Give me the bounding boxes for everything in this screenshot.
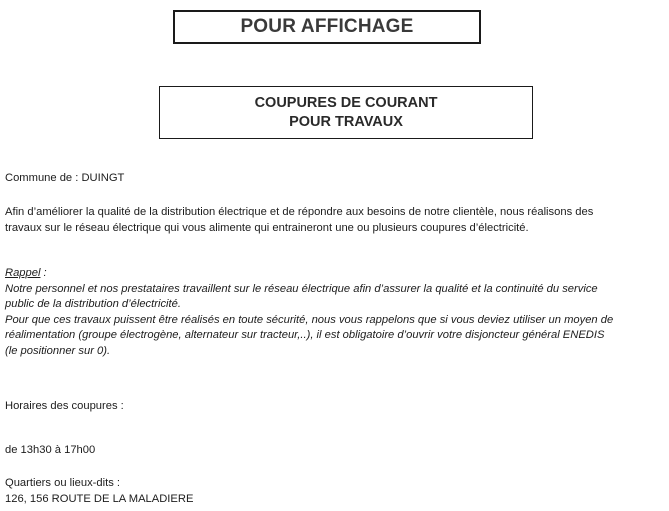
horaires-value: de 13h30 à 17h00 xyxy=(5,444,96,456)
pour-affichage-banner xyxy=(173,10,481,44)
rappel-line-5: (le positionner sur 0). xyxy=(5,344,111,357)
notice-title-line-1: COUPURES DE COURANT xyxy=(254,94,438,111)
rappel-line-3: Pour que ces travaux puissent être réalisés en toute sécurité, nous vous rappelons que si vous deviez utiliser un moyen de xyxy=(5,313,614,326)
rappel-section xyxy=(5,266,667,359)
commune-line: Commune de : DUINGT xyxy=(5,172,125,184)
notice-title-line-2: POUR TRAVAUX xyxy=(289,113,403,130)
rappel-heading: Rappel xyxy=(5,267,41,279)
rappel-line-4: réalimentation (groupe électrogène, alternateur sur tracteur,..), il est obligatoire d’ouvrir votre disjoncteur général ENEDIS xyxy=(5,329,605,341)
notice-title-box xyxy=(159,86,533,139)
quartiers-value: 126, 156 ROUTE DE LA MALADIERE xyxy=(5,493,194,505)
intro-paragraph xyxy=(5,205,667,236)
intro-line-2: travaux sur le réseau électrique qui vous alimente qui entraineront une ou plusieurs coupures d’électricité. xyxy=(5,221,529,234)
banner-label: POUR AFFICHAGE xyxy=(240,16,414,38)
intro-line-1: Afin d’améliorer la qualité de la distribution électrique et de répondre aux besoins de notre clientèle, nous réalisons des xyxy=(5,206,594,218)
quartiers-label: Quartiers ou lieux-dits : xyxy=(5,477,121,489)
horaires-label: Horaires des coupures : xyxy=(5,400,124,412)
rappel-line-2: public de la distribution d’électricité. xyxy=(5,298,181,310)
rappel-line-1: Notre personnel et nos prestataires travaillent sur le réseau électrique afin d’assurer la qualité et la continuité du service xyxy=(5,282,598,295)
rappel-colon: : xyxy=(40,267,47,279)
